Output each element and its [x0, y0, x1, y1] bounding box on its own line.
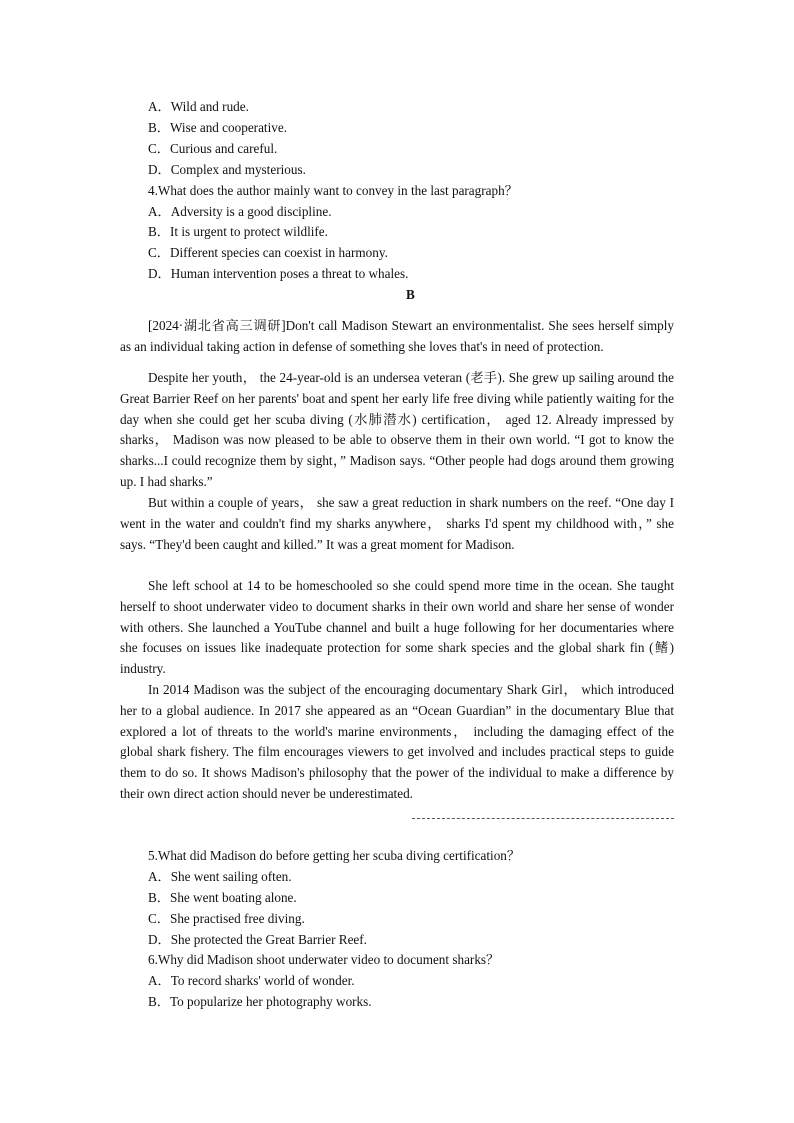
section-heading: B	[406, 287, 415, 302]
q4-option-c: C．Different species can coexist in harmony.	[148, 245, 388, 260]
q3-option-c: C．Curious and careful.	[148, 141, 278, 156]
q4-option-d: D．Human intervention poses a threat to whales.	[148, 266, 409, 281]
passage-paragraph-2: Despite her youth， the 24-year-old is an undersea veteran (老手). She grew up sailing around the Great Barrier Reef on her parents' boat and spent her early life free diving while patiently waiting for the day when she could get her scuba diving (水肺潜水) certification， aged 12. Already impressed by sharks， Madison was now pleased to be able to observe them in their own world. “I got to know the sharks...I could recognize them by sight，” Madison says. “Other people had dogs around them growing up. I had sharks.”	[120, 370, 674, 489]
passage-paragraph-4: She left school at 14 to be homeschooled so she could spend more time in the ocean. She taught herself to shoot underwater video to document sharks in their own world and share her sense of wonder with others. She launched a YouTube channel and built a huge following for her documentaries where she focuses on issues like inadequate protection for some shark species and the global shark fin (鳍) industry.	[120, 578, 674, 677]
q5-option-c: C．She practised free diving.	[148, 911, 305, 926]
q6-option-b: B．To popularize her photography works.	[148, 994, 372, 1009]
q6-stem: 6.Why did Madison shoot underwater video to document sharks？	[148, 952, 500, 967]
q5-option-a: A．She went sailing often.	[148, 869, 292, 884]
q3-option-a: A．Wild and rude.	[148, 99, 249, 114]
q5-stem: 5.What did Madison do before getting her scuba diving certification？	[148, 848, 521, 863]
passage-paragraph-3: But within a couple of years， she saw a great reduction in shark numbers on the reef. “One day I went in the water and couldn't find my sharks anywhere， sharks I'd spent my childhood with，” she says. “They'd been caught and killed.” It was a great moment for Madison.	[120, 495, 674, 552]
q4-stem: 4.What does the author mainly want to convey in the last paragraph？	[148, 183, 518, 198]
q3-option-d: D．Complex and mysterious.	[148, 162, 306, 177]
passage-paragraph-5: In 2014 Madison was the subject of the encouraging documentary Shark Girl， which introduced her to a global audience. In 2017 she appeared as an “Ocean Guardian” in the documentary Blue that explored a lot of threats to the world's marine environments， including the damaging effect of the global shark fishery. The film encourages viewers to get involved and includes practical steps to guide them to do so. It shows Madison's philosophy that the power of the individual to make a difference by their own direct action should never be underestimated.	[120, 682, 674, 801]
q6-option-a: A．To record sharks' world of wonder.	[148, 973, 355, 988]
q5-option-d: D．She protected the Great Barrier Reef.	[148, 932, 367, 947]
q4-option-b: B．It is urgent to protect wildlife.	[148, 224, 328, 239]
passage-paragraph-1: [2024·湖北省高三调研]Don't call Madison Stewart an environmentalist. She sees herself simply as an individual taking action in defense of something she loves that's in need of protection.	[120, 318, 674, 354]
dashed-divider	[412, 818, 674, 819]
q3-option-b: B．Wise and cooperative.	[148, 120, 287, 135]
q4-option-a: A．Adversity is a good discipline.	[148, 204, 332, 219]
q5-option-b: B．She went boating alone.	[148, 890, 297, 905]
